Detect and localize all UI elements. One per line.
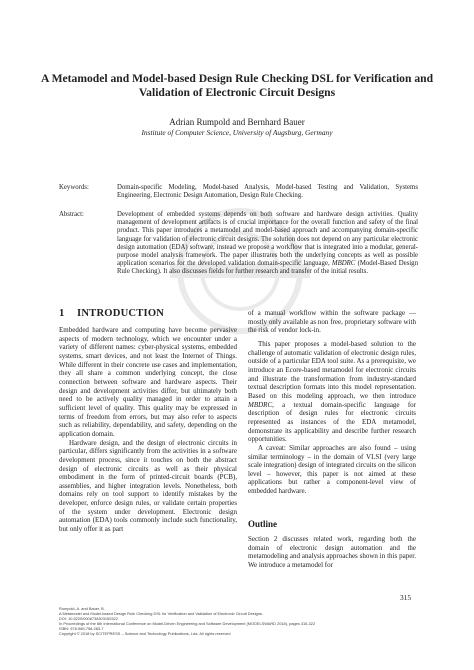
footer-line: ISBN: 978-989-758-283-7 [59,626,104,632]
paper-authors: Adrian Rumpold and Bernhard Bauer [169,117,305,127]
abstract-text [117,211,418,277]
footer-line: Copyright © 2018 by SCITEPRESS – Science and Technology Publications, Lda. All rights reserved [59,631,231,637]
page-number: 315 [400,593,412,602]
outline-heading: Outline [248,519,278,529]
footer-line: Rumpold, A. and Bauer, B. [59,606,105,611]
dsl-name: MBDRC [248,400,273,409]
author-affiliation: Institute of Computer Science, University of Augsburg, Germany [141,128,333,137]
keywords-label: Keywords: [59,184,89,191]
footer-line: A Metamodel and Model-based Design Rule Checking DSL for Verification and Validation of Electronic Circuit Designs. [59,611,263,617]
section-title: INTRODUCTION [77,308,165,319]
outline-column [248,535,416,570]
paragraph-part: , a textual domain-specific language for description of design rules for electronic circuits represented as instances of the EDA metamodel, demonstrate its applicability and describe further research opportunities. [248,400,416,444]
footer-line: In Proceedings of the 6th International Conference on Model-Driven Engineering and Software Development (MODELSWARD 2018), pages 315-322 [59,621,316,627]
right-column [248,309,416,496]
abstract-label: Abstract: [59,211,84,218]
abstract-dsl-name: MBDRC [331,260,356,268]
outline-paragraph: Section 2 discusses related work, regarding both the domain of electronic design automation and the metamodeling and analysis approaches shown in this paper. We introduce a metamodel for [248,535,416,569]
intro-paragraph-3: of a manual workflow within the software package — mostly only available as non free, proprietary software with the risk of vendor lock-in. [248,309,416,335]
intro-paragraph-5: A caveat: Similar approaches are also found – using similar terminology – in the domain of VLSI (very large scale integration) design of integrated circuits on the silicon level – however, this paper is not aimed at these applications but rather a component-level view of embedded hardware. [248,443,416,496]
intro-paragraph-4 [248,340,416,444]
left-column [59,326,237,534]
paragraph-part: This paper proposes a model-based solution to the challenge of automatic validation of electronic design rules, outside of a particular EDA tool suite. As a prerequisite, we introduce an Ecore-based metamodel for electronic circuits and illustrate the transformation from industry-standard textual description formats into this model representation. Based on this modeling approach, we then introduce [248,339,416,400]
section-heading-introduction [59,308,164,319]
citation-footer [59,606,419,637]
keywords-text: Domain-specific Modeling, Model-based Analysis, Model-based Testing and Validation, Systems Engineering, Electronic Design Automation, Design Rule Checking. [117,184,418,200]
abstract-text-part: (Model-Based Design Rule Checking). It also discusses fields for further research and transfer of the initial results. [117,260,418,276]
footer-line: DOI: 10.5220/0006738303150322 [59,616,118,622]
section-number: 1 [59,308,65,319]
intro-paragraph-1: Embedded hardware and computing have become pervasive aspects of modern technology, which we encounter under a variety of different names: cyber-physical systems, embedded systems, smart devices, and not least the Internet of Things. While different in their concrete use cases and implementation, they all share a common underlying concept, the close connection between software and hardware aspects. Their design and development activities differ, but ultimately both need to be actively quality managed in order to attain a sufficient level of quality. This quality may be expressed in terms of freedom from errors, but may also refer to aspects such as reliability, dependability, and safety, depending on the application domain. [59,326,237,438]
abstract-text-part: Development of embedded systems depends on both software and hardware design activities. Quality management of development artifacts is of crucial importance for the overall function and safety of the final product. This paper introduces a metamodel and model-based approach and accompanying domain-specific language for validation of electronic circuit designs. The solution does not depend on any particular electronic design automation (EDA) software, instead we propose a workflow that is integrated into a modular, general-purpose model analysis framework. The paper illustrates both the underlying concepts as well as possible application scenarios for the developed validation domain-specific language, [117,211,418,268]
paper-title: A Metamodel and Model-based Design Rule Checking DSL for Verification and Validation of Electronic Circuit Designs [40,72,434,99]
intro-paragraph-2: Hardware design, and the design of electronic circuits in particular, differs significantly from the activities in a software development process, since it touches on both the abstract design of electronic circuits as well as their physical embodiment in the form of printed-circuit boards (PCB), assemblies, and higher integration levels. Nonetheless, both domains rely on tool support to identify mistakes by the developer, enforce design rules, or validate certain properties of the system under development. Electronic design automation (EDA) tools commonly include such functionality, but only offer it as part [59,438,237,534]
